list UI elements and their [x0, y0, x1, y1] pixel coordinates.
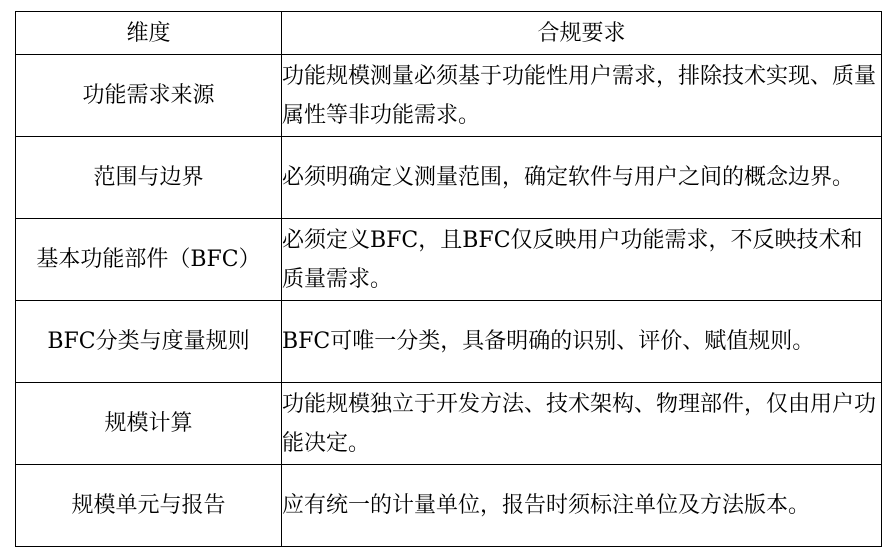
requirement-cell: 必须定义BFC，且BFC仅反映用户功能需求，不反映技术和质量需求。: [282, 219, 882, 301]
table-row: [16, 465, 882, 547]
header-dimension: 维度: [16, 12, 282, 55]
table-row: [16, 383, 882, 465]
requirement-cell: 必须明确定义测量范围，确定软件与用户之间的概念边界。: [282, 137, 882, 219]
dimension-cell: 范围与边界: [16, 137, 282, 219]
compliance-table: [15, 11, 882, 547]
requirement-cell: 应有统一的计量单位，报告时须标注单位及方法版本。: [282, 465, 882, 547]
dimension-cell: 规模计算: [16, 383, 282, 465]
dimension-cell: BFC分类与度量规则: [16, 301, 282, 383]
header-requirement: 合规要求: [282, 12, 882, 55]
table-row: [16, 55, 882, 137]
requirement-cell: BFC可唯一分类，具备明确的识别、评价、赋值规则。: [282, 301, 882, 383]
requirement-cell: 功能规模独立于开发方法、技术架构、物理部件，仅由用户功能决定。: [282, 383, 882, 465]
requirement-cell: 功能规模测量必须基于功能性用户需求，排除技术实现、质量属性等非功能需求。: [282, 55, 882, 137]
dimension-cell: 基本功能部件（BFC）: [16, 219, 282, 301]
table-header-row: [16, 12, 882, 55]
dimension-cell: 功能需求来源: [16, 55, 282, 137]
dimension-cell: 规模单元与报告: [16, 465, 282, 547]
table-row: [16, 137, 882, 219]
table-row: [16, 301, 882, 383]
table-row: [16, 219, 882, 301]
